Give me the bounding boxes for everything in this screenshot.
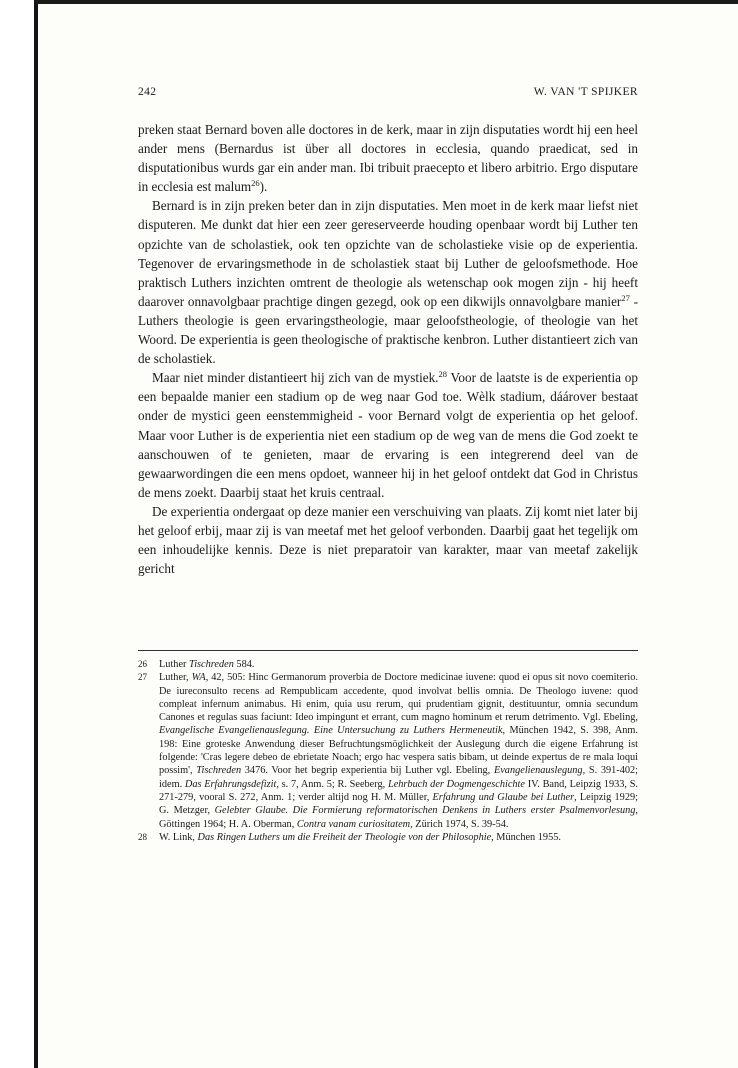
- footnote-title-italic: Tischreden: [196, 765, 242, 777]
- page-number: 242: [138, 86, 157, 98]
- footnote-text: , 42, 505: Hinc Germanorum proverbia de Doctore medicinae iuvene: quod ei opus sit novo coemiterio. De iureconsulto recens ad Rempublicam accedente, quod involvat bellis omnia. De Theologo iuvene: quod compleat infernum animabus. Hi enim, quia usu rerum, qui prudentiam gignit, destituuntur, omnia secundum Canones et regulas suas faciunt: Ideo impingunt et errant, cum magno hominum et rerum detrimento. Vgl. Ebeling,: [159, 672, 638, 724]
- paragraph-text: De experientia ondergaat op deze manier een verschuiving van plaats. Zij komt niet later bij het geloof erbij, maar zij is van meetaf met het geloof verbonden. Daarbij gaat het tegelijk om een inhoudelijke kennis. Deze is niet preparatoir van karakter, maar van meetaf zakelijk gericht: [138, 503, 638, 577]
- footnote-title-italic: Das Erfahrungsdefizit: [184, 778, 277, 790]
- body-paragraph: [138, 196, 638, 368]
- footnote-number: 27: [138, 672, 147, 683]
- footnote-title-italic: Evangelische Evangelienauslegung. Eine Untersuchung zu Luthers Hermeneutik: [159, 725, 503, 737]
- footnote-text: 3476. Voor het begrip experientia bij Luther vgl. Ebeling,: [241, 765, 494, 777]
- paragraph-text: Bernard is in zijn preken beter dan in zijn disputaties. Men moet in de kerk maar liefst niet disputeren. Me dunkt dat hier een zeer gereserveerde houding openbaar wordt bij Luther ten opzichte van de scholastiek, ook ten opzichte van de scholastieke visie op de experientia. Tegenover de ervaringsmethode in de scholastiek staat bij Luther de geloofsmethode. Hoe praktisch Luthers inzichten omtrent de theologie als wetenschap ook mogen zijn - hij heeft daarover onnavolgbaar prachtige dingen gezegd, ook op een dikwijls onnavolgbare manier: [138, 198, 638, 309]
- footnote-text: , Zürich 1974, S. 39-54.: [410, 818, 509, 830]
- footnote-reference: 28: [438, 369, 447, 380]
- footnote-divider: [138, 650, 638, 651]
- running-head-author: W. VAN 'T SPIJKER: [533, 86, 638, 98]
- footnote-text: , S. 391-402; idem.: [159, 765, 638, 790]
- body-paragraph: [138, 120, 638, 196]
- footnote-text: 584.: [233, 659, 255, 670]
- footnote-text: , München 1942, S. 398, Anm. 198: Eine groteske Anwendung dieser Befruchtungsmöglichkeit der Auslegung durch die eigene Erfahrung ist folgende: 'Cras legere debeo de ebrietate Noach; ergo hac vespera satis bibam, ut deinde expertus de re mala loqui possim',: [159, 725, 638, 777]
- footnote-27: [138, 671, 638, 831]
- footnote-text: Luther: [159, 659, 190, 670]
- footnotes: [138, 658, 638, 844]
- footnote-text: W. Link,: [159, 831, 198, 843]
- body-paragraph: [138, 502, 638, 578]
- body-paragraph: [138, 368, 638, 502]
- footnote-title-italic: Gelebter Glaube. Die Formierung reformatorischen Denkens in Luthers erster Psalmenvorlesung: [214, 805, 636, 817]
- footnote-text: , Leipzig 1929; G. Metzger,: [159, 791, 638, 817]
- footnote-reference: 27: [621, 292, 630, 303]
- footnote-number: 28: [138, 831, 147, 842]
- footnote-text: , Göttingen 1964; H. A. Oberman,: [159, 805, 638, 830]
- footnote-title-italic: Lehrbuch der Dogmengeschichte: [387, 778, 525, 790]
- paragraph-text: Maar niet minder distantieert hij zich van de mystiek.: [152, 370, 439, 386]
- footnote-28: [138, 831, 638, 844]
- footnote-number: 26: [138, 659, 147, 669]
- footnote-title-italic: Evangelienauslegung: [493, 765, 583, 777]
- footnote-title-italic: Das Ringen Luthers um die Freiheit der Theologie von der Philosophie: [197, 831, 492, 843]
- footnote-title-italic: Contra vanam curiositatem: [296, 818, 411, 830]
- footnote-text: IV. Band, Leipzig 1933, S. 271-279, vooral S. 272, Anm. 1; verder altijd nog H. M. Müller,: [159, 778, 638, 803]
- running-header: [138, 86, 638, 104]
- paragraph-text: preken staat Bernard boven alle doctores in de kerk, maar in zijn disputaties wordt hij een heel ander mens (Bernardus ist über all doctores in ecclesia, quando praedicat, sed in disputationibus wurds gar ein ander man. Ibi tribuit praecepto et libero arbitrio. Ergo disputare in ecclesia est malum: [138, 122, 638, 195]
- paragraph-text-continued: - Luthers theologie is geen ervaringstheologie, maar geloofstheologie, of theologie van het Woord. De experientia is geen theologische of praktische kenbron. Luther distantieert zich van de scholastiek.: [138, 293, 638, 367]
- footnote-reference: 26: [251, 178, 260, 189]
- footnote-title-italic: WA: [191, 672, 206, 684]
- footnote-title-italic: Tischreden: [189, 659, 234, 670]
- footnote-title-italic: Erfahrung und Glaube bei Luther: [432, 791, 575, 803]
- footnote-text: Luther,: [159, 672, 192, 684]
- footnote-text: , München 1955.: [491, 831, 561, 843]
- paragraph-text-continued: Voor de laatste is de experientia op een bepaalde manier een stadium op de weg naar God toe. Wèlk stadium, dáárover bestaat onder de mystici geen eenstemmigheid - voor Bernard volgt de experientia op het geloof. Maar voor Luther is de experientia niet een stadium op de weg van de mens die God zoekt te aanschouwen of te genieten, maar de ervaring is een integrerend deel van de gewaarwordingen die een mens opdoet, wanneer hij in het geloof ontdekt dat God in Christus de mens zoekt. Daarbij staat het kruis centraal.: [138, 370, 638, 500]
- footnote-26: [138, 658, 638, 671]
- footnote-text: , s. 7, Anm. 5; R. Seeberg,: [276, 778, 388, 790]
- main-text: [138, 120, 638, 578]
- paragraph-text-continued: ).: [259, 179, 268, 195]
